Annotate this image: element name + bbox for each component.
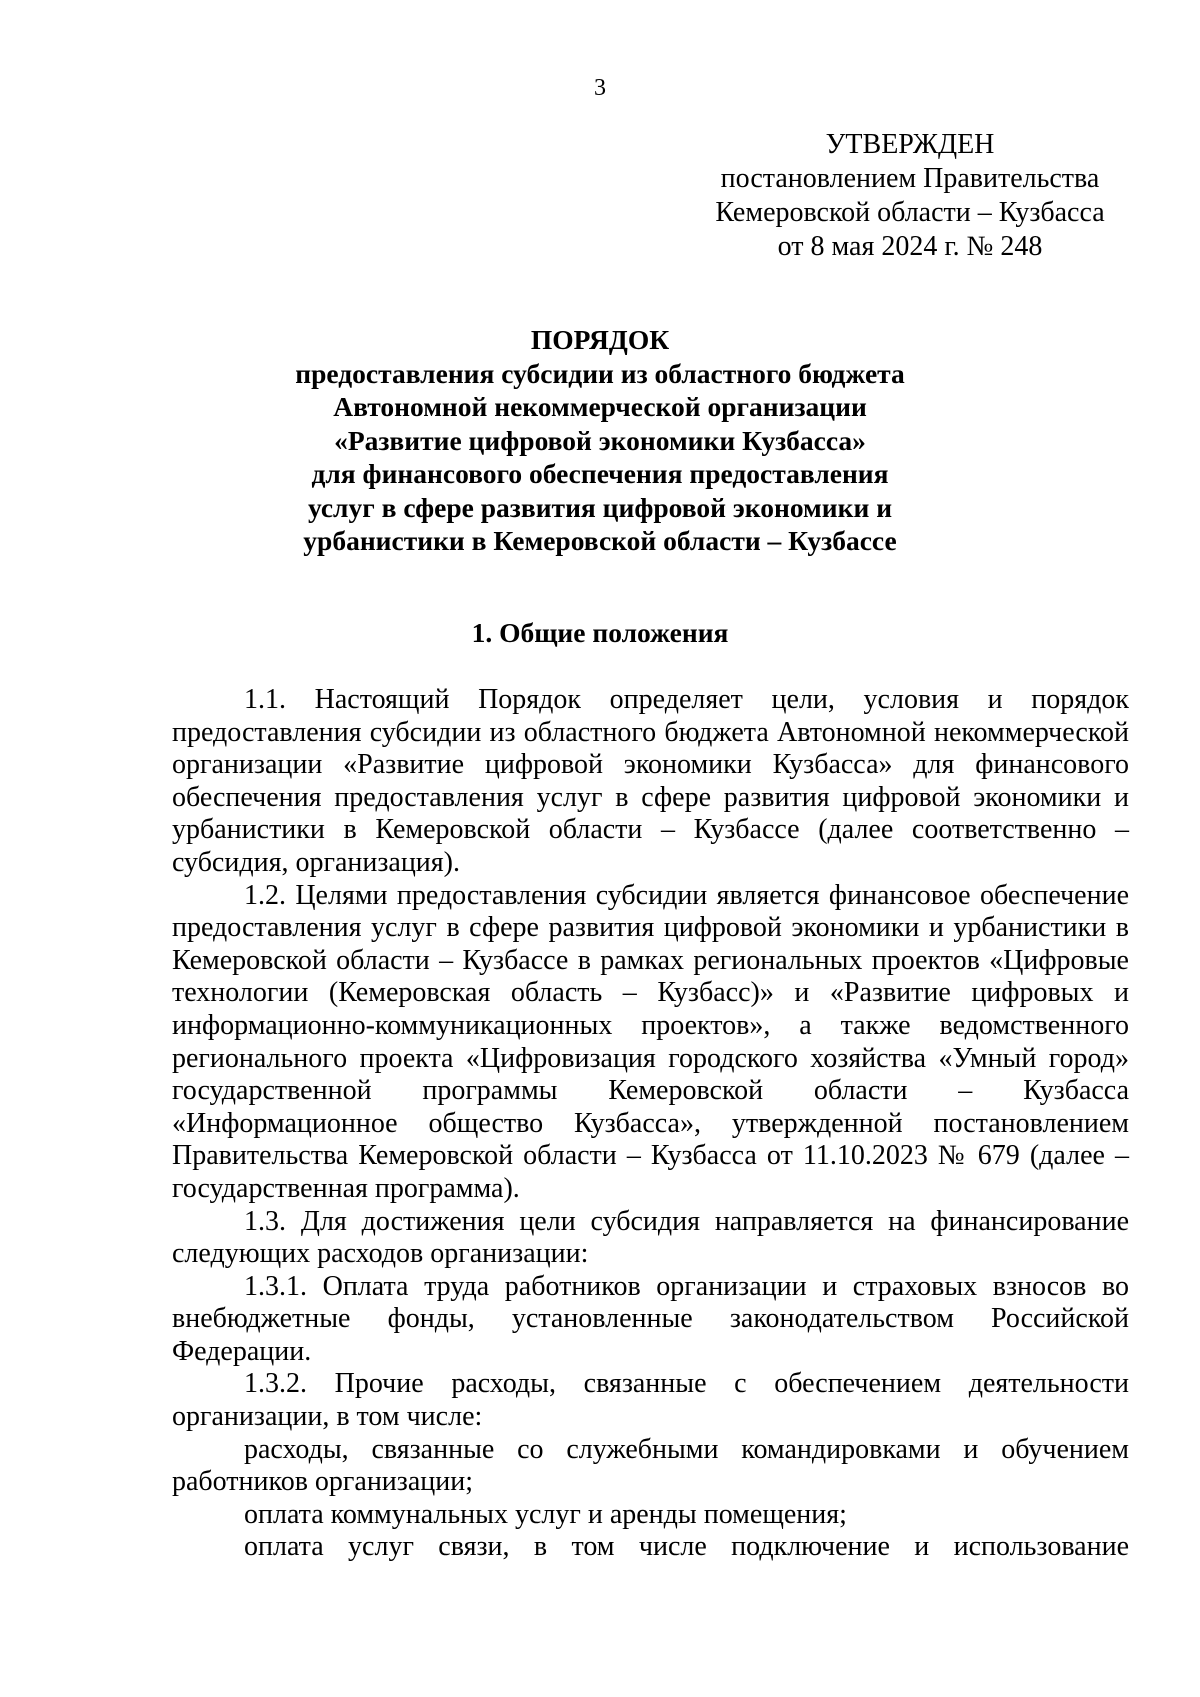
- list-item-communication: оплата услуг связи, в том числе подключение и использование: [244, 1531, 1129, 1563]
- paragraph-1-1: 1.1. Настоящий Порядок определяет цели, условия и порядок предоставления субсидии из областного бюджета Автономной некоммерческой организации «Развитие цифровой экономики Кузбасса» для финансового обеспечения предоставления услуг в сфере развития цифровой экономики и урбанистики в Кемеровской области – Кузбассе (далее соответственно – субсидия, организация).: [172, 684, 1129, 878]
- approval-stamp-block: [680, 128, 1140, 264]
- list-item-utilities: оплата коммунальных услуг и аренды помещения;: [244, 1498, 847, 1530]
- section-body: [172, 684, 1129, 1564]
- title-line: услуг в сфере развития цифровой экономики и: [307, 491, 893, 523]
- title-line: урбанистики в Кемеровской области – Кузбассе: [303, 525, 897, 556]
- title-line: предоставления субсидии из областного бюджета: [295, 357, 905, 389]
- title-line: «Развитие цифровой экономики Кузбасса»: [334, 424, 866, 456]
- paragraph-1-3-1: 1.3.1. Оплата труда работников организации и страховых взносов во внебюджетные фонды, установленные законодательством Российской Федерации.: [172, 1270, 1129, 1367]
- list-item-travel-expenses: расходы, связанные со служебными командировками и обучением работников организации;: [172, 1433, 1129, 1498]
- title-line: Автономной некоммерческой организации: [333, 391, 867, 422]
- page-number: 3: [594, 75, 606, 101]
- title-line: для финансового обеспечения предоставления: [311, 458, 889, 489]
- approval-line-authority: постановлением Правительства: [720, 163, 1100, 194]
- section-heading: 1. Общие положения: [471, 617, 729, 648]
- approval-title: УТВЕРЖДЕН: [825, 129, 995, 160]
- paragraph-1-3-2: 1.3.2. Прочие расходы, связанные с обеспечением деятельности организации, в том числе:: [172, 1368, 1129, 1433]
- paragraph-1-3: 1.3. Для достижения цели субсидия направляется на финансирование следующих расходов организации:: [172, 1205, 1129, 1270]
- approval-line-date: от 8 мая 2024 г. № 248: [777, 231, 1043, 262]
- title-line: ПОРЯДОК: [530, 324, 670, 355]
- document-title: [0, 323, 1200, 558]
- paragraph-1-2: 1.2. Целями предоставления субсидии является финансовое обеспечение предоставления услуг в сфере развития цифровой экономики и урбанистики в Кемеровской области – Кузбассе в рамках региональных проектов «Цифровые технологии (Кемеровская область – Кузбасс)» и «Развитие цифровых и информационно-коммуникационных проектов», а также ведомственного регионального проекта «Цифровизация городского хозяйства «Умный город» государственной программы Кемеровской области – Кузбасса «Информационное общество Кузбасса», утвержденной постановлением Правительства Кемеровской области – Кузбасса от 11.10.2023 № 679 (далее – государственная программа).: [172, 879, 1129, 1204]
- approval-line-region: Кемеровской области – Кузбасса: [715, 197, 1105, 228]
